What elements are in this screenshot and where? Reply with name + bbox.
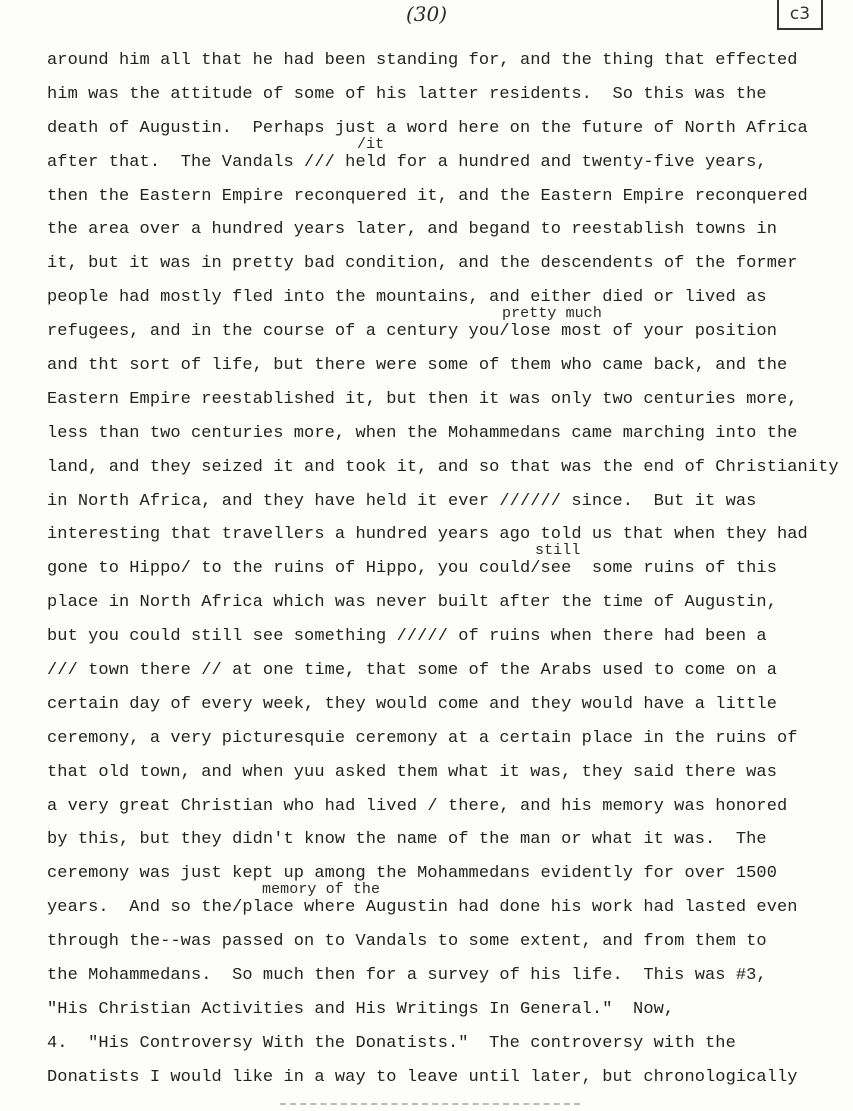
transcript-body xyxy=(47,44,837,1095)
text-line-content: by this, but they didn't know the name of the man or what it was. The xyxy=(47,830,767,850)
text-line-content: less than two centuries more, when the Mohammedans came marching into the xyxy=(47,423,798,443)
text-line-content: interesting that travellers a hundred years ago told us that when they had xyxy=(47,525,808,545)
text-line xyxy=(47,247,837,281)
text-line xyxy=(47,112,837,146)
text-line xyxy=(47,959,837,993)
text-line xyxy=(47,417,837,451)
text-line-content: through the--was passed on to Vandals to some extent, and from them to xyxy=(47,932,767,952)
text-line xyxy=(47,135,837,180)
text-line xyxy=(47,688,837,722)
page-number: (30) xyxy=(405,2,448,26)
text-line xyxy=(47,1061,837,1095)
text-line xyxy=(47,823,837,857)
text-line xyxy=(47,586,837,620)
text-line-content: years. And so the/place where Augustin had done his work had lasted even xyxy=(47,898,798,918)
text-line xyxy=(47,993,837,1027)
interlinear-insertion: /it xyxy=(357,135,385,153)
interlinear-insertion: still xyxy=(535,542,581,560)
text-line xyxy=(47,213,837,247)
text-line xyxy=(47,857,837,891)
text-line-content: but you could still see something ///// of ruins when there had been a xyxy=(47,627,767,647)
text-line-content: then the Eastern Empire reconquered it, and the Eastern Empire reconquered xyxy=(47,186,808,206)
text-line xyxy=(47,383,837,417)
text-line xyxy=(47,756,837,790)
text-line-content: around him all that he had been standing for, and the thing that effected xyxy=(47,51,798,70)
text-line-content: Eastern Empire reestablished it, but then it was only two centuries more, xyxy=(47,389,798,409)
text-line xyxy=(47,518,837,552)
text-line-content: Donatists I would like in a way to leave until later, but chronologically xyxy=(47,1067,798,1087)
text-line-content: /// town there // at one time, that some of the Arabs used to come on a xyxy=(47,661,777,681)
text-line-content: place in North Africa which was never built after the time of Augustin, xyxy=(47,593,777,613)
text-line xyxy=(47,451,837,485)
text-line-content: 4. "His Controversy With the Donatists." The controversy with the xyxy=(47,1033,736,1053)
text-line-content: a very great Christian who had lived / there, and his memory was honored xyxy=(47,796,788,816)
text-line-content: "His Christian Activities and His Writings In General." Now, xyxy=(47,999,675,1019)
text-line xyxy=(47,620,837,654)
text-line-content: that old town, and when yuu asked them what it was, they said there was xyxy=(47,762,777,782)
text-line-content: the area over a hundred years later, and begand to reestablish towns in xyxy=(47,220,777,240)
text-line xyxy=(47,722,837,756)
text-line-content: gone to Hippo/ to the ruins of Hippo, you could/see some ruins of this xyxy=(47,559,777,579)
text-line-content: ceremony was just kept up among the Mohammedans evidently for over 1500 xyxy=(47,864,777,884)
text-line xyxy=(47,281,837,315)
text-line xyxy=(47,44,837,78)
reference-code-box: c3 xyxy=(777,0,823,30)
text-line-content: land, and they seized it and took it, and so that was the end of Christianity xyxy=(47,457,839,477)
text-line-content: after that. The Vandals /// held for a hundred and twenty-five years, xyxy=(47,152,767,172)
text-line xyxy=(47,1027,837,1061)
text-line-content: in North Africa, and they have held it ever ////// since. But it was xyxy=(47,491,757,511)
text-line xyxy=(47,180,837,214)
interlinear-insertion: pretty much xyxy=(502,305,602,323)
text-line xyxy=(47,925,837,959)
text-line-content: him was the attitude of some of his latter residents. So this was the xyxy=(47,84,767,104)
text-line-content: it, but it was in pretty bad condition, and the descendents of the former xyxy=(47,254,798,274)
text-line xyxy=(47,654,837,688)
text-line-content: death of Augustin. Perhaps just a word here on the future of North Africa xyxy=(47,118,808,138)
text-line-content: the Mohammedans. So much then for a survey of his life. This was #3, xyxy=(47,966,767,986)
text-line-content: and tht sort of life, but there were some of them who came back, and the xyxy=(47,356,788,376)
page-bottom-marks xyxy=(280,1103,580,1109)
text-line-content: ceremony, a very picturesquie ceremony at a certain place in the ruins of xyxy=(47,728,798,748)
text-line xyxy=(47,78,837,112)
text-line xyxy=(47,881,837,925)
text-line xyxy=(47,305,837,349)
text-line-content: people had mostly fled into the mountains, and either died or lived as xyxy=(47,288,767,308)
text-line xyxy=(47,790,837,824)
text-line xyxy=(47,485,837,519)
text-line xyxy=(47,349,837,383)
text-line xyxy=(47,542,837,586)
text-line-content: refugees, and in the course of a century you/lose most of your position xyxy=(47,322,777,342)
text-line-content: certain day of every week, they would come and they would have a little xyxy=(47,694,777,714)
interlinear-insertion: memory of the xyxy=(262,881,381,899)
